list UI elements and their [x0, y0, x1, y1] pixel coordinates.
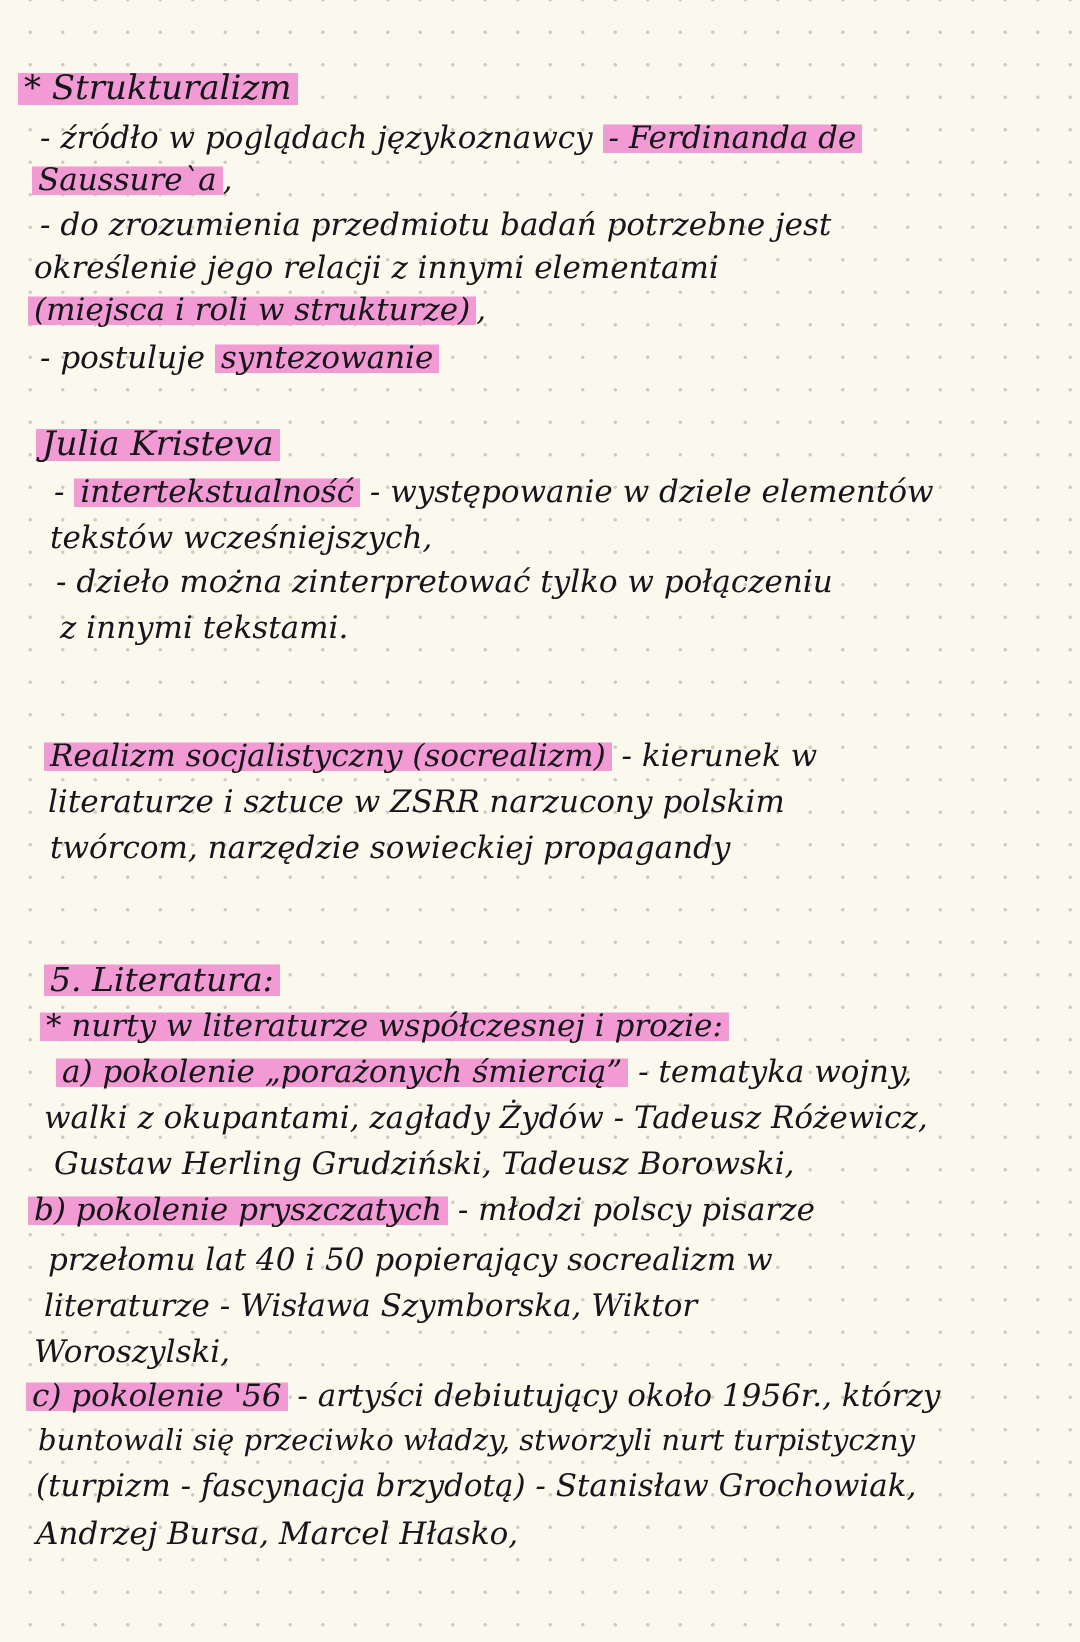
note-text: walki z okupantami, zagłady Żydów - Tadeusz Różewicz,	[44, 1100, 928, 1136]
note-line	[38, 1420, 915, 1460]
note-text: ,	[476, 292, 487, 328]
note-line	[36, 1466, 916, 1506]
note-text: - artyści debiutujący około 1956r., którzy	[287, 1378, 941, 1414]
note-text: - postuluje	[40, 340, 215, 376]
note-line	[40, 338, 439, 378]
note-line	[36, 1514, 518, 1554]
note-line	[48, 1240, 773, 1280]
note-text: - tematyka wojny,	[628, 1054, 913, 1090]
note-line	[44, 1098, 928, 1138]
note-text: - źródło w poglądach językoznawcy	[40, 120, 603, 156]
note-line	[54, 472, 934, 512]
note-text: (turpizm - fascynacja brzydotą) - Stanisław Grochowiak,	[36, 1468, 917, 1504]
note-line	[28, 290, 486, 330]
heading-literatura	[44, 960, 280, 1000]
note-line	[56, 1052, 912, 1092]
highlight: (miejsca i roli w strukturze)	[28, 292, 476, 328]
note-text: - kierunek w	[611, 738, 818, 774]
note-text: Woroszylski,	[34, 1334, 231, 1370]
highlight: syntezowanie	[215, 340, 439, 376]
highlight: * nurty w literaturze współczesnej i prozie:	[40, 1008, 729, 1044]
note-line	[40, 205, 831, 245]
highlight: - Ferdinanda de	[603, 120, 863, 156]
note-text: przełomu lat 40 i 50 popierający socrealizm w	[48, 1242, 773, 1278]
note-text: tekstów wcześniejszych,	[50, 520, 433, 556]
note-text: - młodzi polscy pisarze	[447, 1192, 815, 1228]
note-line	[56, 562, 833, 602]
note-line	[34, 248, 719, 288]
note-text: określenie jego relacji z innymi elementami	[34, 250, 719, 286]
note-text: - dzieło można zinterpretować tylko w połączeniu	[56, 564, 833, 600]
highlight: Realizm socjalistyczny (socrealizm)	[44, 738, 612, 774]
note-text: buntowali się przeciwko władzy, stworzyli nurt turpistyczny	[38, 1423, 915, 1457]
note-text: literaturze - Wisława Szymborska, Wiktor	[44, 1288, 698, 1324]
highlight: c) pokolenie '56	[26, 1378, 288, 1414]
note-line	[48, 782, 785, 822]
note-line	[34, 1332, 230, 1372]
note-line	[44, 1286, 697, 1326]
highlight: Julia Kristeva	[36, 424, 280, 464]
note-line	[60, 608, 348, 648]
note-text: -	[54, 474, 75, 510]
highlight: Saussure`a	[32, 162, 223, 198]
note-text: Gustaw Herling Grudziński, Tadeusz Borowski,	[54, 1146, 795, 1182]
highlight: a) pokolenie „porażonych śmiercią”	[56, 1054, 628, 1090]
note-line	[26, 1376, 940, 1416]
note-text: twórcom, narzędzie sowieckiej propagandy	[50, 830, 731, 866]
note-line	[50, 828, 730, 868]
highlight: 5. Literatura:	[44, 960, 280, 999]
highlight: b) pokolenie pryszczatych	[28, 1192, 448, 1228]
note-line	[32, 160, 232, 200]
heading-strukturalizm	[18, 68, 298, 108]
note-text: - występowanie w dziele elementów	[360, 474, 934, 510]
note-line	[28, 1190, 815, 1230]
heading-kristeva	[36, 424, 280, 464]
subheading-nurty	[40, 1006, 729, 1046]
note-text: ,	[222, 162, 233, 198]
note-text: Andrzej Bursa, Marcel Hłasko,	[36, 1516, 519, 1552]
note-text: literaturze i sztuce w ZSRR narzucony polskim	[48, 784, 785, 820]
note-text: - do zrozumienia przedmiotu badań potrzebne jest	[40, 207, 832, 243]
note-line	[50, 518, 432, 558]
note-text: z innymi tekstami.	[60, 610, 349, 646]
note-line	[44, 736, 817, 776]
highlight: intertekstualność	[74, 474, 360, 510]
highlight: * Strukturalizm	[18, 68, 298, 108]
note-line	[54, 1144, 795, 1184]
note-line	[40, 118, 862, 158]
